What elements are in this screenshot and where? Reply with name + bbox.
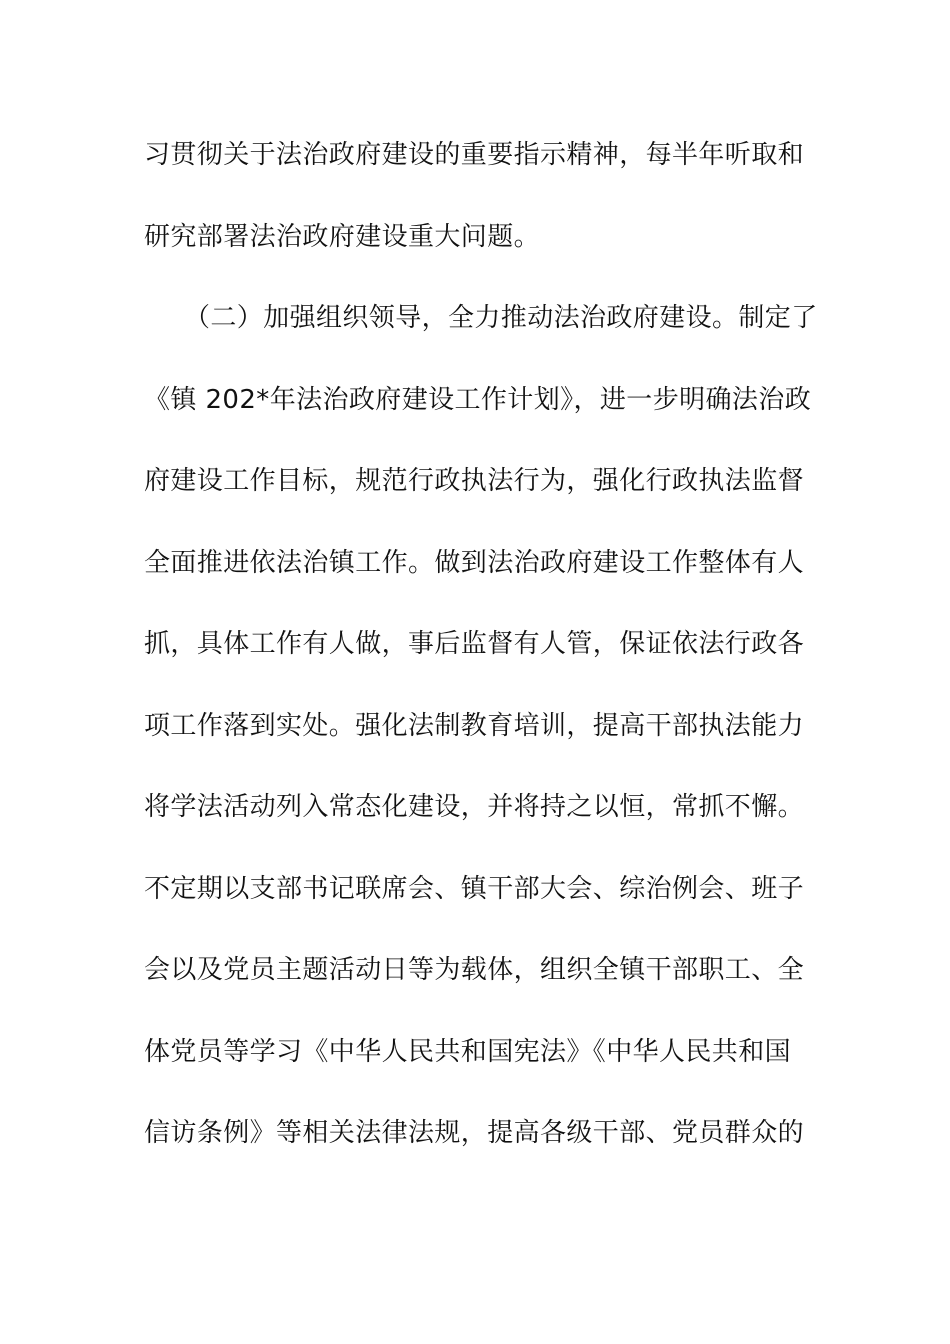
text-line: 体党员等学习《中华人民共和国宪法》《中华人民共和国 [144, 1036, 792, 1067]
text-line: 项工作落到实处。强化法制教育培训，提高干部执法能力 [144, 710, 805, 741]
text-line: 研究部署法治政府建设重大问题。 [144, 221, 541, 252]
text-line: 将学法活动列入常态化建设，并将持之以恒，常抓不懈。 [144, 792, 805, 822]
text-line: 会以及党员主题活动日等为载体，组织全镇干部职工、全 [144, 955, 805, 985]
body-text [144, 125, 818, 1185]
text-line: 习贯彻关于法治政府建设的重要指示精神，每半年听取和 [144, 140, 805, 170]
text-line: 府建设工作目标，规范行政执法行为，强化行政执法监督 [144, 466, 805, 496]
text-line: 不定期以支部书记联席会、镇干部大会、综治例会、班子 [144, 873, 805, 904]
text-line: 全面推进依法治镇工作。做到法治政府建设工作整体有人 [144, 547, 805, 578]
text-line: 信访条例》等相关法律法规，提高各级干部、党员群众的 [144, 1118, 805, 1148]
text-line: 抓，具体工作有人做，事后监督有人管，保证依法行政各 [144, 629, 805, 659]
text-line: 《镇 202*年法治政府建设工作计划》，进一步明确法治政 [144, 384, 812, 415]
section-heading-line: （二）加强组织领导，全力推动法治政府建设。制定了 [184, 303, 818, 333]
